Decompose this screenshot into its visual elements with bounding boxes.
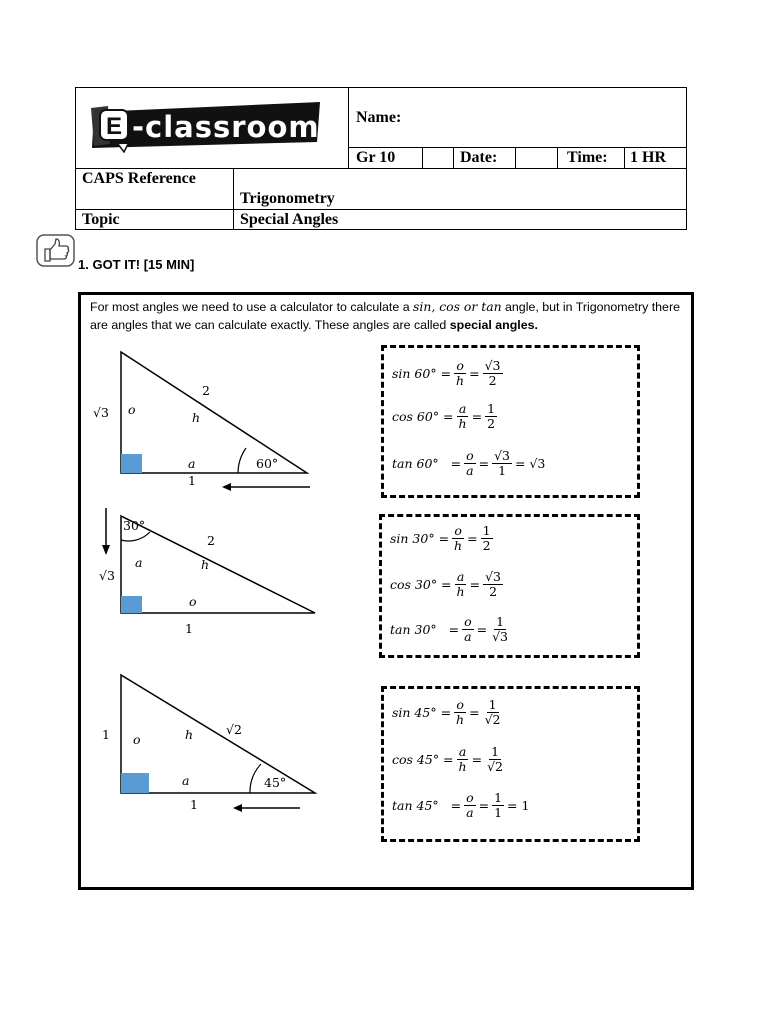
tri1-hyp-letter: h — [192, 410, 201, 425]
ratio-fn: tan 45° — [392, 797, 439, 813]
tri3-angle: 45° — [264, 775, 287, 790]
ratio-tail: = 1 — [507, 797, 530, 813]
ratio-num1: o — [454, 523, 462, 539]
tri1-horiz-letter: a — [188, 456, 196, 471]
ratio-den1: h — [456, 583, 465, 599]
arrow-icon — [102, 545, 110, 555]
ratio-num2: 1 — [494, 790, 503, 806]
ratio-row: sin 45° = $\frac{o}{h}$ = $\frac{1}{√2}$ — [392, 697, 501, 727]
time-label: Time: — [567, 149, 608, 166]
ratio-den1: h — [454, 537, 463, 553]
ratio-den2: √2 — [487, 758, 503, 774]
ratio-den1: h — [456, 711, 465, 727]
grade-label: Gr 10 — [356, 149, 396, 166]
ratio-row: cos 45° = $\frac{a}{h}$ = $\frac{1}{√2}$ — [392, 744, 503, 774]
caps-value: Trigonometry — [240, 190, 335, 207]
ratio-den1: a — [464, 628, 472, 644]
ratio-num1: o — [456, 358, 464, 374]
ratio-num1: a — [458, 401, 467, 417]
ratio-fn: cos 30° — [390, 576, 438, 592]
tri1-hyp: 2 — [202, 383, 210, 398]
intro-part2: angle, but in Trigonometry there are angles that we can calculate exactly. These angles are called — [90, 300, 680, 332]
tri1-vert-letter: o — [128, 402, 136, 417]
ratio-fn: cos 45° — [392, 751, 440, 767]
logo-letter-e: E — [105, 113, 123, 140]
tri2-hyp: 2 — [207, 533, 215, 548]
ratio-num1: o — [456, 697, 464, 713]
tri2-angle: 30° — [123, 518, 146, 533]
intro-bold-phrase: special angles. — [449, 318, 538, 332]
intro-math-words: sin, cos or tan — [413, 299, 502, 314]
ratio-row: sin 60° = $\frac{o}{h}$ = $\frac{√3}{2}$ — [392, 358, 501, 388]
right-angle-marker — [121, 596, 142, 613]
ratio-den2: 2 — [482, 537, 491, 553]
ratio-fn: tan 30° — [390, 621, 437, 637]
right-angle-marker — [121, 454, 142, 473]
ratio-fn: sin 45° — [392, 704, 437, 720]
ratio-num1: a — [456, 569, 465, 585]
ratio-num1: o — [466, 790, 474, 806]
ratio-num1: o — [466, 448, 474, 464]
topic-label: Topic — [82, 211, 120, 228]
tri3-hyp: √2 — [226, 722, 242, 737]
tri3-horiz: 1 — [190, 797, 198, 812]
ratio-den1: a — [466, 462, 474, 478]
tri3-hyp-letter: h — [185, 727, 194, 742]
ratio-den2: 1 — [498, 462, 507, 478]
ratio-fn: sin 60° — [392, 365, 437, 381]
tri2-hyp-letter: h — [201, 557, 210, 572]
ratio-num2: √3 — [494, 448, 510, 464]
tri3-vert-letter: o — [133, 732, 141, 747]
arrow-icon — [222, 483, 231, 491]
ratio-tail: = √3 — [515, 455, 546, 471]
ratio-fn: cos 60° — [392, 408, 440, 424]
tri3-vert: 1 — [102, 727, 110, 742]
topic-value: Special Angles — [240, 211, 339, 228]
ratio-row: sin 30° = $\frac{o}{h}$ = $\frac{1}{2}$ — [390, 523, 491, 553]
ratio-den1: h — [456, 372, 465, 388]
tri1-vert: √3 — [93, 405, 109, 420]
ratio-num2: √3 — [484, 358, 501, 374]
tri3-horiz-letter: a — [182, 773, 190, 788]
date-label: Date: — [460, 149, 498, 166]
time-value: 1 HR — [630, 149, 666, 166]
ratio-row: cos 30° = $\frac{a}{h}$ = $\frac{√3}{2}$ — [390, 569, 501, 599]
tri2-horiz: 1 — [185, 621, 193, 636]
ratio-num2: 1 — [496, 614, 505, 630]
tri2-horiz-letter: o — [189, 594, 197, 609]
ratio-den2: 2 — [487, 415, 496, 431]
tri1-angle: 60° — [256, 456, 279, 471]
tri2-vert: √3 — [99, 568, 115, 583]
right-angle-marker — [121, 773, 149, 793]
intro-part1: For most angles we need to use a calculator to calculate a — [90, 300, 414, 314]
triangle-45 — [121, 675, 315, 812]
ratio-den2: 2 — [489, 583, 498, 599]
ratio-num2: 1 — [482, 523, 491, 539]
ratio-den2: √2 — [484, 711, 501, 727]
ratio-num1: a — [458, 744, 467, 760]
ratio-den1: a — [466, 804, 474, 820]
caps-label: CAPS Reference — [82, 170, 196, 187]
ratio-den2: √3 — [492, 628, 508, 644]
logo-wordmark: -classroom — [132, 110, 320, 144]
ratio-num2: 1 — [488, 697, 497, 713]
ratio-num2: √3 — [485, 569, 501, 585]
triangle-60 — [121, 352, 310, 491]
ratio-row: cos 60° = $\frac{a}{h}$ = $\frac{1}{2}$ — [392, 401, 496, 431]
ratio-den1: h — [458, 415, 467, 431]
ratio-fn: sin 30° — [390, 530, 435, 546]
ratio-num2: 1 — [487, 401, 496, 417]
ratio-row: tan 45° = $\frac{o}{a}$ = $\frac{1}{1}$ = 1 — [392, 790, 530, 820]
ratio-fn: tan 60° — [392, 455, 439, 471]
ratio-row: tan 30° = $\frac{o}{a}$ = $\frac{1}{√3}$ — [390, 614, 508, 644]
ratio-den2: 1 — [494, 804, 503, 820]
ratio-num1: o — [464, 614, 472, 630]
ratio-den2: 2 — [488, 372, 497, 388]
section-title: 1. GOT IT! [15 MIN] — [78, 257, 195, 272]
ratio-den1: h — [458, 758, 467, 774]
arrow-icon — [233, 804, 242, 812]
name-label: Name: — [356, 109, 402, 126]
ratio-num2: 1 — [491, 744, 500, 760]
tri1-horiz: 1 — [188, 473, 196, 488]
ratio-row: tan 60° = $\frac{o}{a}$ = $\frac{√3}{1}$ = √3 — [392, 448, 546, 478]
tri2-vert-letter: a — [135, 555, 143, 570]
